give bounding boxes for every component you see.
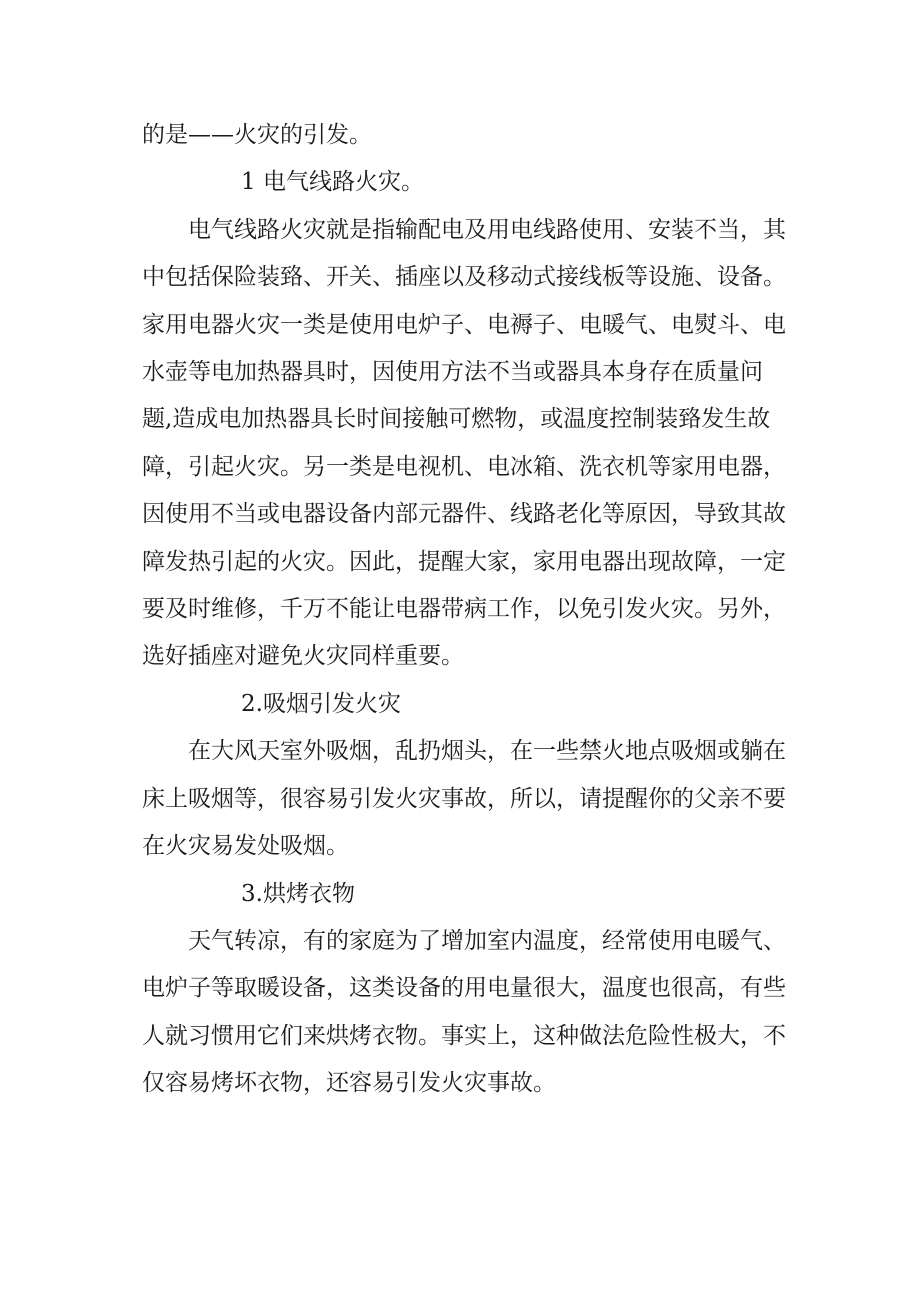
document-body <box>142 112 786 1108</box>
section-heading-smoking: 2.吸烟引发火灾 <box>241 690 401 717</box>
paragraph-electrical: 电气线路火灾就是指输配电及用电线路使用、安装不当，其中包括保险装臵、开关、插座以及移动式接线板等设施、设备。家用电器火灾一类是使用电炉子、电褥子、电暖气、电熨斗、电水壶等电加热器具时，因使用方法不当或器具本身存在质量问题,造成电加热器具长时间接触可燃物，或温度控制装臵发生故障，引起火灾。另一类是电视机、电冰箱、洗衣机等家用电器，因使用不当或电器设备内部元器件、线路老化等原因，导致其故障发热引起的火灾。因此，提醒大家，家用电器出现故障，一定要及时维修，千万不能让电器带病工作，以免引发火灾。另外，选好插座对避免火灾同样重要。 <box>142 216 786 670</box>
paragraph-continued: 的是——火灾的引发。 <box>142 122 372 148</box>
paragraph-smoking: 在大风天室外吸烟，乱扔烟头，在一些禁火地点吸烟或躺在床上吸烟等，很容易引发火灾事故，所以，请提醒你的父亲不要在火灾易发处吸烟。 <box>142 738 786 860</box>
section-heading-drying-clothes: 3.烘烤衣物 <box>241 880 355 907</box>
section-heading-electrical: 1 电气线路火灾。 <box>241 169 424 196</box>
paragraph-drying-clothes: 天气转凉，有的家庭为了增加室内温度，经常使用电暖气、电炉子等取暖设备，这类设备的用电量很大，温度也很高，有些人就习惯用它们来烘烤衣物。事实上，这种做法危险性极大，不仅容易烤坏衣物，还容易引发火灾事故。 <box>142 927 786 1097</box>
